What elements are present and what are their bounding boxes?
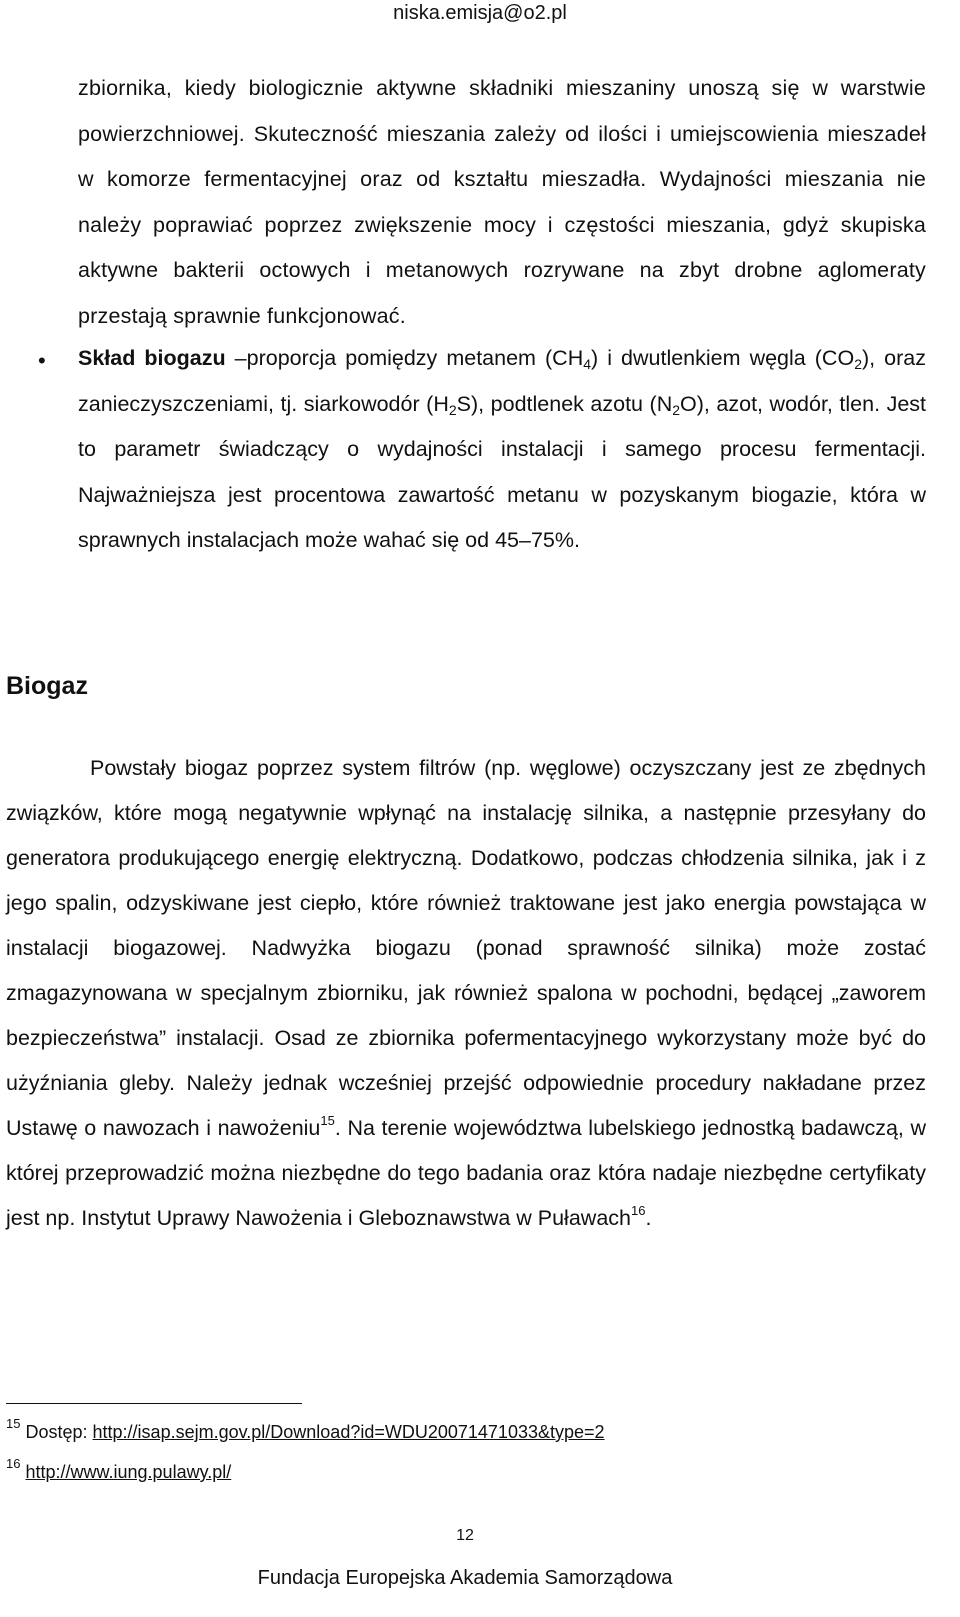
bullet-dot-icon: • [38,348,46,373]
section-heading: Biogaz [6,672,88,700]
footnote-number: 16 [6,1456,21,1471]
footnote-number: 15 [6,1416,21,1431]
bullet-text: O), azot, wodór, tlen. Jest to parametr świadczący o wydajności instalacji i samego procesu fermentacji. Najważniejsza jest procentowa zawartość metanu w pozyskanym biogazie, która w sprawnych instalacjach może wahać się od 45–75%. [78,391,927,552]
paragraph-text: . [645,1206,652,1230]
subscript: 4 [583,356,592,372]
biogas-composition-bullet [78,336,926,564]
footnote-prefix: Dostęp: [25,1422,93,1442]
bullet-term: Skład biogazu [78,346,226,370]
subscript: 2 [854,356,862,372]
page-number: 12 [456,1527,474,1544]
continued-paragraph: zbiornika, kiedy biologicznie aktywne składniki mieszaniny unoszą się w warstwie powierzchniowej. Skuteczność mieszania zależy od ilości i umiejscowienia mieszadeł w komorze fermentacyjnej oraz od kształtu mieszadła. Wydajności mieszania nie należy poprawiać poprzez zwiększenie mocy i częstości mieszania, gdyż skupiska aktywne bakterii octowych i metanowych rozrywane na zbyt drobne aglomeraty przestają sprawnie funkcjonować. [78,76,926,328]
footnote-ref[interactable]: 16 [630,1203,646,1218]
footnote-link[interactable]: http://www.iung.pulawy.pl/ [25,1462,232,1482]
bullet-text: ) i dwutlenkiem węgla (CO [591,346,855,370]
footnote-15 [6,1416,605,1444]
paragraph-text: Powstały biogaz poprzez system filtrów (np. węglowe) oczyszczany jest ze zbędnych związków, które mogą negatywnie wpłynąć na instalację silnika, a następnie przesyłany do generatora produkującego energię elektryczną. Dodatkowo, podczas chłodzenia silnika, jak i z jego spalin, odzyskiwane jest ciepło, które również traktowane jest jako energia powstająca w instalacji biogazowej. Nadwyżka biogazu (ponad sprawność silnika) może zostać zmagazynowana w specjalnym zbiorniku, jak również spalona w pochodni, będącej „zaworem bezpieczeństwa” instalacji. Osad ze zbiornika pofermentacyjnego wykorzystany może być do użyźniania gleby. Należy jednak wcześniej przejść odpowiednie procedury nakładane przez Ustawę o nawozach i nawożeniu [6,756,926,1140]
header-email: niska.emisja@o2.pl [393,2,567,24]
footer-organization: Fundacja Europejska Akademia Samorządowa [257,1567,673,1589]
paragraph-text: . Na terenie województwa lubelskiego jednostką badawczą, w której przeprowadzić można niezbędne do tego badania oraz która nadaje niezbędne certyfikaty jest np. Instytut Uprawy Nawożenia i Gleboznawstwa w Puławach [6,1116,926,1230]
footnote-link[interactable]: http://isap.sejm.gov.pl/Download?id=WDU20071471033&type=2 [92,1422,605,1442]
bullet-text: –proporcja pomiędzy metanem (CH [225,346,584,370]
footnote-divider [6,1403,302,1404]
footnote-ref[interactable]: 15 [320,1113,335,1128]
subscript: 2 [448,401,457,418]
footnote-16 [6,1456,232,1484]
bullet-text: S), podtlenek azotu (N [456,391,673,416]
subscript: 2 [672,401,681,418]
biogas-paragraph [6,746,926,1241]
bullet-text: ), oraz zanieczyszczeniami, tj. siarkowodór (H [78,346,926,416]
